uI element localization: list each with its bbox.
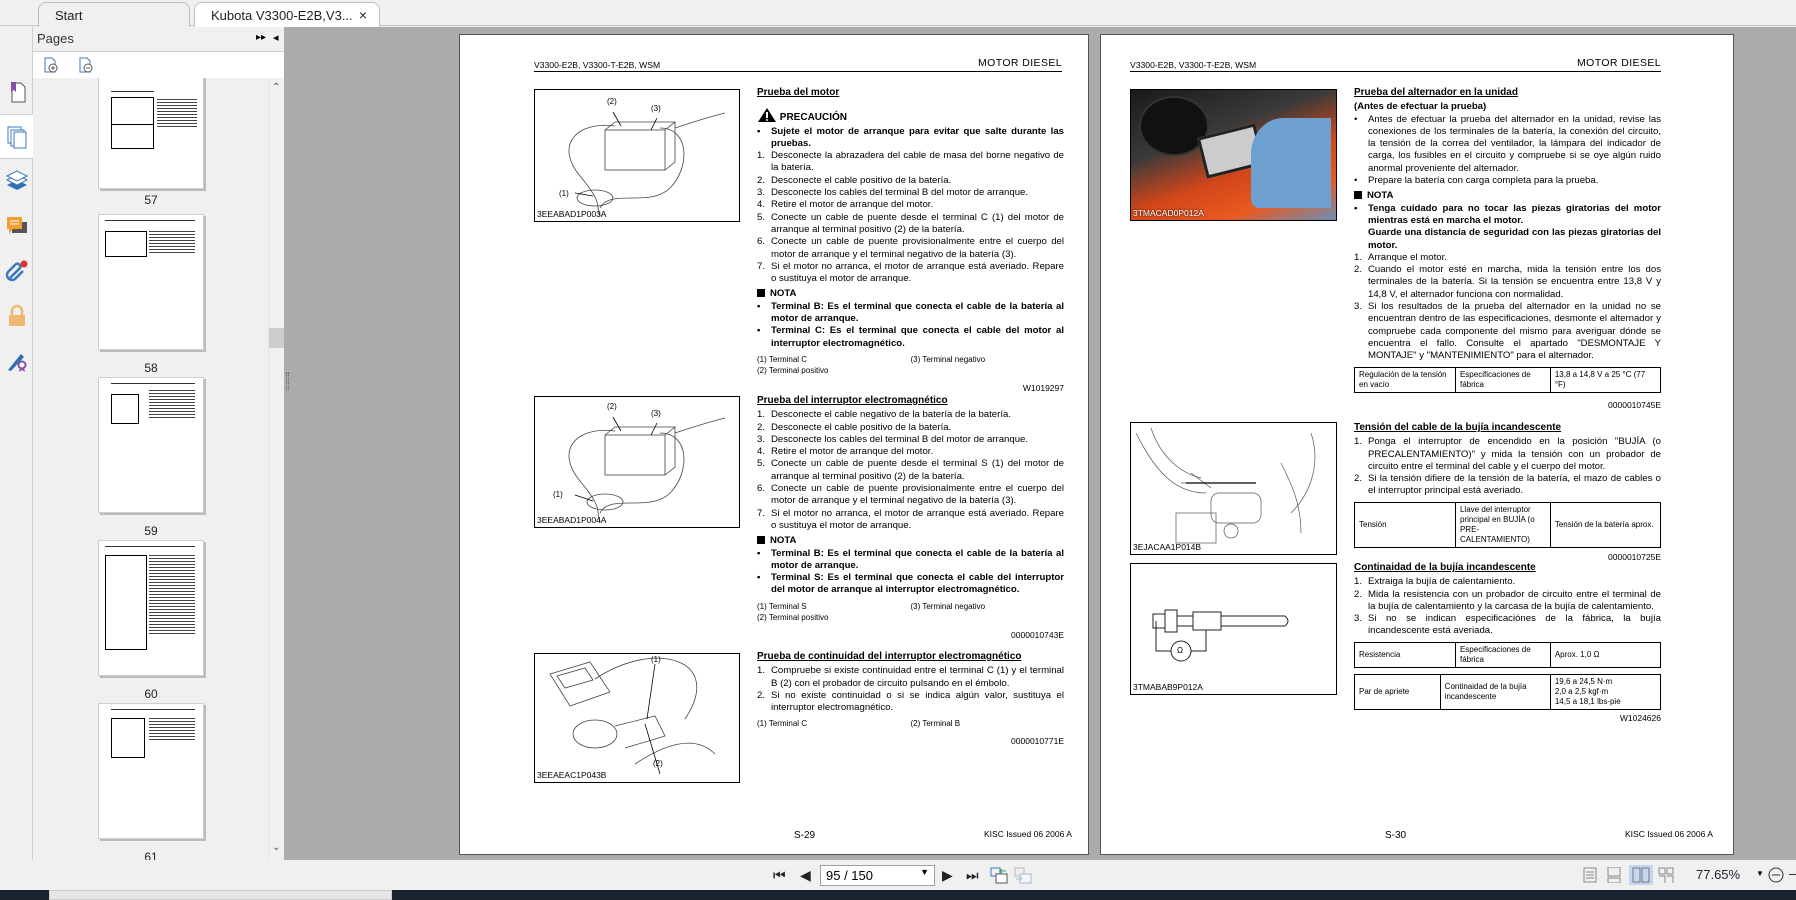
text: (3) Terminal negativo: [910, 354, 986, 364]
comments-icon[interactable]: [4, 213, 30, 239]
figure-caption: 3TMACAD0P012A: [1133, 207, 1204, 218]
note-square-icon: [757, 289, 765, 297]
text: Conecte un cable de puente desde el terminal S (1) del motor de arranque al terminal positivo (2) de la batería.: [771, 458, 1064, 482]
continuous-facing-view-icon[interactable]: [1658, 867, 1674, 888]
thumbnail-scrollbar[interactable]: [268, 78, 284, 860]
section-continuidad: [757, 651, 1064, 748]
reference-code: 0000010771E: [1011, 736, 1064, 747]
text: NOTA: [770, 535, 797, 547]
text: Tenga cuidado para no tocar las piezas giratorias del motor mientras está en marcha el motor.: [1368, 202, 1661, 226]
reference-code: 0000010725E: [1608, 551, 1661, 562]
figure-caption: 3EEAEAC1P043B: [537, 769, 607, 780]
thumbnail-label: 60: [144, 687, 158, 701]
dropdown-arrow-icon: ▼: [920, 867, 929, 877]
text: Desconecte el cable negativo de la batería de la batería.: [771, 409, 1012, 421]
pages-panel: [33, 27, 284, 860]
text: Si el motor no arranca, el motor de arranque está averiado. Repare o sustituya el motor de arranque.: [771, 507, 1064, 531]
tab-document[interactable]: [194, 2, 380, 27]
panel-title: Pages: [37, 31, 74, 46]
figure-legend: [757, 354, 1064, 376]
signature-icon[interactable]: [4, 349, 30, 375]
text: NOTA: [770, 288, 797, 300]
issue-label: KISC Issued 06 2006 A: [1625, 829, 1713, 839]
expand-panel-icon[interactable]: ▸▸: [256, 32, 267, 43]
figure-solenoid-test: [534, 396, 740, 528]
tab-start[interactable]: [38, 2, 190, 27]
resistance-table: [1354, 642, 1661, 668]
step: 3. Si no se indican especificaciónes de la fábrica, la bujía incandescente está averiada.: [1354, 613, 1661, 637]
thumbnail-page-60[interactable]: [98, 540, 204, 676]
header-left: V3300-E2B, V3300-T-E2B, WSM: [534, 60, 661, 70]
figure-caption: 3EEABAD1P004A: [537, 514, 607, 525]
caution-heading: [757, 107, 1064, 124]
text: (1) Terminal S: [757, 601, 807, 611]
note-heading: [757, 288, 1064, 300]
engine-diagram: [1131, 423, 1337, 555]
taskbar-search[interactable]: [49, 890, 392, 900]
text: (1) Terminal C: [757, 354, 808, 364]
step: 6. Conecte un cable de puente provisionalmente entre el cuerpo del motor de arranque y el terminal negativo de la batería (3).: [757, 483, 1064, 507]
note-item: • Terminal S: Es el terminal que conecta el cable del interruptor del motor de arranque al interruptor electromagnético.: [757, 572, 1064, 596]
figure-legend: [757, 718, 1064, 729]
warning-icon: [757, 107, 777, 123]
text: 13,8 a 14,8 V a 25 °C (77 °F): [1550, 367, 1660, 392]
text: Si la tensión difiere de la tensión de la batería, el mazo de cables o el interruptor principal está averiado.: [1368, 473, 1661, 497]
section-title: Tensión del cable de la bujía incandescente: [1354, 422, 1562, 433]
sidebar-rail: [0, 27, 33, 860]
reduce-thumbnails-icon[interactable]: [77, 56, 95, 79]
callout-2: (2): [653, 759, 663, 768]
close-tab-icon[interactable]: ×: [358, 7, 367, 23]
step: 1. Compruebe si existe continuidad entre el terminal C (1) y el terminal B (2) con el probador de circuito pulsando en el émbolo.: [757, 665, 1064, 689]
page-s-29: [459, 34, 1089, 855]
text: Si los resultados de la prueba del alternador en la unidad no se encuentran dentro de las especificaciones, desmonte el alternador y compruebe cada componente del mismo para averiguar dónde se encuentra el fallo. Consulte el apartado "DESMONTAJE Y MONTAJE" y "MANTENIMIENTO" para el alternador.: [1368, 301, 1661, 362]
step: 1. Arranque el motor.: [1354, 251, 1447, 263]
callout-2: (2): [607, 402, 617, 411]
zoom-out-icon[interactable]: [1768, 867, 1784, 888]
text: (3) Terminal negativo: [910, 601, 986, 611]
text: Cuando el motor esté en marcha, mida la tensión entre los dos terminales de la batería. Si la tensión se encuentra entre 13,8 V y 14,8 V, el alternador funciona con normalidad.: [1368, 264, 1661, 300]
text: Especificaciones de fábrica: [1455, 367, 1550, 392]
section-tension-cable: [1354, 422, 1661, 563]
scroll-up-icon[interactable]: ⌃: [272, 82, 281, 93]
step: 1. Extraiga la bujía de calentamiento.: [1354, 576, 1516, 588]
section-title: Continaidad de la bujía incandescente: [1354, 562, 1536, 573]
page-number-value: 95 / 150: [826, 868, 873, 883]
section-title: Prueba del motor: [757, 87, 840, 98]
note-item: • Terminal C: Es el terminal que conecta el cable del motor al interruptor electromagnético.: [757, 325, 1064, 349]
text: Tensión: [1355, 502, 1456, 547]
thumbnail-page-61[interactable]: [98, 703, 204, 839]
continuous-view-icon[interactable]: [1607, 867, 1621, 888]
single-page-view-icon[interactable]: [1583, 867, 1597, 888]
note-item: [1354, 227, 1661, 252]
callout-3: (3): [651, 409, 661, 418]
tab-label: Kubota V3300-E2B,V3...: [211, 8, 353, 23]
figure-starter-test: [534, 89, 740, 222]
step: 2. Cuando el motor esté en marcha, mida la tensión entre los dos terminales de la batería. Si la tensión se encuentra entre 13,8 V y 14,8 V, el alternador funciona con normalidad.: [1354, 264, 1661, 300]
text: Tensión de la batería aprox.: [1550, 502, 1660, 547]
page-number: S-30: [1385, 830, 1407, 841]
section-prueba-motor: [757, 87, 1064, 394]
torque-table: [1354, 674, 1661, 710]
callout-1: (1): [553, 490, 563, 499]
zoom-dropdown-icon[interactable]: ▼: [1756, 869, 1764, 878]
text: Desconecte los cables del terminal B del motor de arranque.: [771, 433, 1029, 445]
bookmarks-icon[interactable]: [4, 79, 30, 105]
battery-starter-diagram: [535, 90, 740, 222]
figure-continuity-test: [534, 653, 740, 783]
text: 19,6 a 24,5 N·m: [1554, 676, 1613, 686]
header-right: MOTOR DIESEL: [1577, 57, 1661, 69]
thumbnail-page-58[interactable]: [98, 214, 204, 350]
text: Conecte un cable de puente desde el terminal C (1) del motor de arranque al terminal positivo (2) de la batería.: [771, 211, 1064, 235]
text: Par de apriete: [1355, 674, 1441, 709]
section-alternador: [1354, 87, 1661, 411]
reference-code: W1024626: [1619, 712, 1661, 723]
step: 7. Si el motor no arranca, el motor de arranque está averiado. Repare o sustituya el motor de arranque.: [757, 260, 1064, 285]
document-viewer: [284, 27, 1796, 860]
note-heading: [1354, 190, 1661, 202]
bullet-item: • Antes de efectuar la prueba del alternador en la unidad, revise las conexiones de los terminales de la batería, la conexión del circuito, la tensión de la correa del ventilador, la lámpara del indicador de carga, los fusibles en el circuito y compruebe si se oye algún ruido anormal proveniente del alternador.: [1354, 113, 1661, 174]
step: 3. Si los resultados de la prueba del alternador en la unidad no se encuentran dentro de las especificaciones, desmonte el alternador y compruebe cada componente del mismo para averiguar dónde se encuentra el fallo. Consulte el apartado "DESMONTAJE Y MONTAJE" y "MANTENIMIENTO" para el alternador.: [1354, 301, 1661, 362]
last-page-button[interactable]: ⏭: [966, 867, 979, 883]
note-square-icon: [1354, 191, 1362, 199]
text: Llave del interruptor principal en BUJÍA (o PRE-CALENTAMIENTO): [1455, 502, 1550, 547]
battery-starter-diagram: [535, 397, 740, 528]
text: Retire el motor de arranque del motor.: [771, 199, 934, 211]
section-continuidad-bujia: [1354, 562, 1661, 724]
thumbnail-label: 58: [144, 361, 158, 375]
note-square-icon: [757, 536, 765, 544]
attachments-icon[interactable]: [4, 258, 30, 284]
text: Retire el motor de arranque del motor.: [771, 446, 934, 458]
enlarge-thumbnails-icon[interactable]: [42, 56, 60, 79]
text: Antes de efectuar la prueba del alternador en la unidad, revise las conexiones de los terminales de la batería, la conexión del circuito, la tensión de la correa del ventilador, la lámpara del indicador de carga, los fusibles en el circuito y compruebe si se oye algún ruido anormal proveniente del alternador.: [1368, 113, 1661, 174]
thumbnail-list: [33, 78, 268, 860]
page-s-30: [1100, 34, 1734, 855]
ohm-symbol: Ω: [1177, 646, 1183, 655]
text: NOTA: [1367, 190, 1394, 202]
figure-glow-plug: [1130, 563, 1337, 695]
text: Regulación de la tensión en vacío: [1355, 367, 1456, 392]
figure-caption: 3EEABAD1P003A: [537, 208, 607, 219]
text: Si el motor no arranca, el motor de arranque está averiado. Repare o sustituya el motor de arranque.: [771, 260, 1064, 285]
text: Conecte un cable de puente provisionalmente entre el cuerpo del motor de arranque y el terminal negativo de la batería (3).: [771, 236, 1064, 260]
text: Mida la resistencia con un probador de circuito entre el terminal de la bujía de calentamiento y la carcasa de la bujía de calentamiento.: [1368, 588, 1661, 612]
callout-3: (3): [651, 104, 661, 113]
page-header: [1130, 59, 1661, 72]
text: Guarde una distancia de seguridad con las piezas giratorias del motor.: [1368, 227, 1661, 251]
arm-shape: [1251, 118, 1331, 208]
text: 14,5 a 18,1 lbs-pie: [1554, 696, 1621, 706]
text: Terminal S: Es el terminal que conecta el cable del interruptor del motor de arranque al interruptor electromagnético.: [771, 572, 1064, 596]
header-right: MOTOR DIESEL: [978, 57, 1062, 69]
text: Ponga el interruptor de encendido en la posición "BUJÍA (o PRECALENTAMIENTO)" y mida la tensión con un probador de circuito entre el terminal del cable y el cuerpo del motor.: [1368, 436, 1661, 472]
previous-view-icon[interactable]: [990, 866, 1008, 889]
step: 2. Si no existe continuidad o si se indica algún valor, sustituya el interruptor electromagnético.: [757, 689, 1064, 714]
zoom-slider[interactable]: [1789, 874, 1796, 875]
text: Prepare la batería con carga completa para la prueba.: [1368, 175, 1599, 187]
step: 2. Si la tensión difiere de la tensión de la batería, el mazo de cables o el interruptor principal está averiado.: [1354, 473, 1661, 497]
bullet-item: • Prepare la batería con carga completa para la prueba.: [1354, 175, 1599, 187]
figure-engine-glow-wire: [1130, 422, 1337, 555]
text: 2,0 a 2,5 kgf·m: [1554, 686, 1609, 696]
panel-resize-handle[interactable]: [286, 372, 289, 390]
callout-2: (2): [607, 97, 617, 106]
step: 2. Mida la resistencia con un probador de circuito entre el terminal de la bujía de calentamiento y la carcasa de la bujía de calentamiento.: [1354, 588, 1661, 612]
circuit-tester-diagram: [535, 654, 740, 783]
figure-caption: 3TMABAB9P012A: [1133, 681, 1203, 692]
note-heading: [757, 535, 1064, 547]
reference-code: 0000010745E: [1608, 399, 1661, 410]
section-interruptor: [757, 395, 1064, 641]
section-title: Prueba del alternador en la unidad: [1354, 87, 1518, 98]
next-view-icon[interactable]: [1014, 866, 1032, 889]
navigation-toolbar: [0, 860, 1796, 890]
text: Resistencia: [1355, 642, 1456, 667]
text: Continaidad de la bujía incandescente: [1440, 674, 1550, 709]
note-item: • Terminal B: Es el terminal que conecta el cable de la batería al motor de arranque.: [757, 300, 1064, 325]
glow-plug-diagram: [1131, 564, 1337, 695]
reference-code: W1019297: [1022, 382, 1064, 393]
zoom-level[interactable]: 77.65%: [1696, 867, 1741, 882]
step: 7. Si el motor no arranca, el motor de arranque está averiado. Repare o sustituya el motor de arranque.: [757, 507, 1064, 531]
tab-label: Start: [55, 8, 83, 23]
step: 1. Desconecte la abrazadera del cable de masa del borne negativo de la batería.: [757, 150, 1064, 174]
step: 1. Ponga el interruptor de encendido en la posición "BUJÍA (o PRECALENTAMIENTO)" y mida la tensión con un probador de circuito entre el terminal del cable y el cuerpo del motor.: [1354, 436, 1661, 472]
figure-legend: [757, 601, 1064, 623]
collapse-panel-icon[interactable]: ◂: [273, 32, 279, 44]
step: 3. Desconecte los cables del terminal B del motor de arranque.: [757, 187, 1029, 199]
text: Si no se indican especificaciónes de la fábrica, la bujía incandescente está averiada.: [1368, 613, 1661, 637]
first-page-button[interactable]: ⏮: [773, 867, 786, 883]
issue-label: KISC Issued 06 2006 A: [984, 829, 1072, 839]
step: 4. Retire el motor de arranque del motor.: [757, 446, 934, 458]
text: Desconecte el cable positivo de la batería.: [771, 421, 952, 433]
next-page-button[interactable]: ▶: [942, 867, 953, 883]
step: 2. Desconecte el cable positivo de la batería.: [757, 421, 952, 433]
note-item: • Terminal B: Es el terminal que conecta el cable de la batería al motor de arranque.: [757, 547, 1064, 571]
text: (1) Terminal C: [757, 719, 808, 729]
text: Desconecte los cables del terminal B del motor de arranque.: [771, 187, 1029, 199]
page-number: S-29: [794, 830, 816, 841]
section-title: Prueba del interruptor electromagnético: [757, 395, 948, 406]
text: (2) Terminal positivo: [757, 365, 829, 375]
pages-icon[interactable]: [4, 124, 30, 150]
caution-label: PRECAUCIÓN: [779, 112, 848, 124]
spec-table: [1354, 367, 1661, 393]
step: 2. Desconecte el cable positivo de la batería.: [757, 174, 952, 186]
thumbnail-label: 57: [144, 193, 158, 207]
header-left: V3300-E2B, V3300-T-E2B, WSM: [1130, 60, 1257, 70]
previous-page-button[interactable]: ◀: [800, 867, 811, 883]
note-item: • Tenga cuidado para no tocar las piezas giratorias del motor mientras está en marcha el motor.: [1354, 202, 1661, 226]
step: 4. Retire el motor de arranque del motor.: [757, 199, 934, 211]
callout-1: (1): [651, 655, 661, 664]
panel-toolbar: [33, 51, 284, 78]
scrollbar-thumb[interactable]: [269, 328, 284, 348]
text: Especificaciones de fábrica: [1455, 642, 1550, 667]
tab-bar: [0, 0, 1796, 26]
text: Desconecte el cable positivo de la batería.: [771, 174, 952, 186]
text: Terminal B: Es el terminal que conecta el cable de la batería al motor de arranque.: [771, 547, 1064, 571]
thumbnail-page-59[interactable]: [98, 377, 204, 513]
step: 6. Conecte un cable de puente provisionalmente entre el cuerpo del motor de arranque y el terminal negativo de la batería (3).: [757, 236, 1064, 260]
step: 5. Conecte un cable de puente desde el terminal S (1) del motor de arranque al terminal positivo (2) de la batería.: [757, 458, 1064, 482]
section-title: Prueba de continuidad del interruptor electromagnético: [757, 651, 1022, 662]
callout-1: (1): [559, 189, 569, 198]
text: Si no existe continuidad o si se indica algún valor, sustituya el interruptor electromagnético.: [771, 689, 1064, 714]
taskbar: [0, 890, 1796, 900]
text: Compruebe si existe continuidad entre el terminal C (1) y el terminal B (2) con el probador de circuito pulsando en el émbolo.: [771, 665, 1064, 689]
thumbnail-label: 61: [144, 850, 158, 860]
text: (2) Terminal B: [910, 719, 961, 729]
text: Conecte un cable de puente provisionalmente entre el cuerpo del motor de arranque y el terminal negativo de la batería (3).: [771, 483, 1064, 507]
step: 1. Desconecte el cable negativo de la batería de la batería.: [757, 409, 1012, 421]
page-number-input[interactable]: [820, 865, 935, 886]
text: (2) Terminal positivo: [757, 612, 829, 622]
step: 5. Conecte un cable de puente desde el terminal C (1) del motor de arranque al terminal positivo (2) de la batería.: [757, 211, 1064, 235]
text: Aprox. 1,0 Ω: [1550, 642, 1660, 667]
thumbnail-page-57[interactable]: [98, 78, 204, 189]
scroll-down-icon[interactable]: ⌄: [272, 842, 281, 853]
section-subtitle: (Antes de efectuar la prueba): [1354, 101, 1487, 113]
facing-view-button[interactable]: [1629, 865, 1653, 885]
text: Arranque el motor.: [1368, 251, 1447, 263]
caution-item: • Sujete el motor de arranque para evitar que salte durante las pruebas.: [757, 125, 1064, 149]
spec-table: [1354, 502, 1661, 548]
layers-icon[interactable]: [4, 168, 30, 194]
reference-code: 0000010743E: [1011, 629, 1064, 640]
text: Sujete el motor de arranque para evitar que salte durante las pruebas.: [771, 125, 1064, 149]
page-header: [534, 59, 1062, 72]
step: 3. Desconecte los cables del terminal B del motor de arranque.: [757, 433, 1029, 445]
photo-alternator-test: [1130, 89, 1337, 221]
lock-icon[interactable]: [4, 303, 30, 329]
figure-caption: 3EJACAA1P014B: [1133, 541, 1202, 552]
text: Desconecte la abrazadera del cable de masa del borne negativo de la batería.: [771, 150, 1064, 174]
text: Extraiga la bujía de calentamiento.: [1368, 576, 1516, 588]
text: Terminal B: Es el terminal que conecta el cable de la batería al motor de arranque.: [771, 300, 1064, 325]
text: Terminal C: Es el terminal que conecta el cable del motor al interruptor electromagnético.: [771, 325, 1064, 349]
thumbnail-label: 59: [144, 524, 158, 538]
